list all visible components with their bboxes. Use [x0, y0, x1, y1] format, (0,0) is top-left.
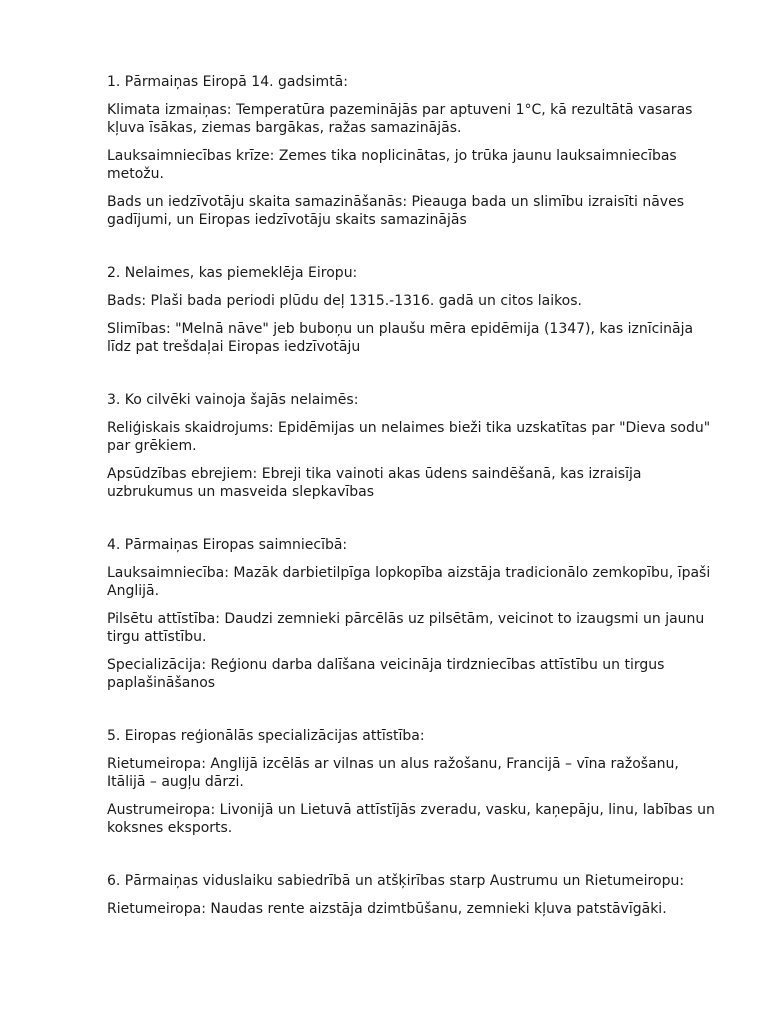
section-paragraph: Rietumeiropa: Anglijā izcēlās ar vilnas un alus ražošanu, Francijā – vīna ražošanu, Itālijā – augļu dārzi. [107, 756, 679, 790]
section-paragraph: Slimības: "Melnā nāve" jeb buboņu un plaušu mēra epidēmija (1347), kas iznīcināja līdz pat trešdaļai Eiropas iedzīvotāju [107, 321, 694, 355]
section-paragraph: Lauksaimniecība: Mazāk darbietilpīga lopkopība aizstāja tradicionālo zemkopību, īpaši Anglijā. [107, 565, 711, 599]
section-disasters [107, 264, 717, 356]
section-heading: 5. Eiropas reģionālās specializācijas attīstība: [107, 728, 425, 744]
section-heading: 2. Nelaimes, kas piemeklēja Eiropu: [107, 265, 358, 281]
section-heading: 4. Pārmaiņas Eiropas saimniecībā: [107, 537, 348, 553]
section-paragraph: Specializācija: Reģionu darba dalīšana veicināja tirdzniecības attīstību un tirgus paplašināšanos [107, 657, 665, 691]
section-climate-changes [107, 73, 717, 229]
section-paragraph: Reliģiskais skaidrojums: Epidēmijas un nelaimes bieži tika uzskatītas par "Dieva sodu" par grēkiem. [107, 420, 711, 454]
document-page [107, 73, 717, 953]
section-heading: 1. Pārmaiņas Eiropā 14. gadsimtā: [107, 74, 348, 90]
section-heading: 3. Ko cilvēki vainoja šajās nelaimēs: [107, 392, 359, 408]
section-society-changes [107, 872, 717, 918]
section-blame [107, 391, 717, 501]
section-paragraph: Bads: Plaši bada periodi plūdu deļ 1315.-1316. gadā un citos laikos. [107, 293, 582, 309]
section-paragraph: Klimata izmaiņas: Temperatūra pazeminājās par aptuveni 1°C, kā rezultātā vasaras kļuva īsākas, ziemas bargākas, ražas samazinājās. [107, 102, 693, 136]
section-economy-changes [107, 536, 717, 692]
section-paragraph: Lauksaimniecības krīze: Zemes tika noplicinātas, jo trūka jaunu lauksaimniecības metožu. [107, 148, 677, 182]
section-paragraph: Austrumeiropa: Livonijā un Lietuvā attīstījās zveradu, vasku, kaņepāju, linu, labības un koksnes eksports. [107, 802, 715, 836]
section-paragraph: Rietumeiropa: Naudas rente aizstāja dzimtbūšanu, zemnieki kļuva patstāvīgāki. [107, 901, 667, 917]
section-paragraph: Bads un iedzīvotāju skaita samazināšanās: Pieauga bada un slimību izraisīti nāves gadījumi, un Eiropas iedzīvotāju skaits samazinājās [107, 194, 684, 228]
section-regional-specialization [107, 727, 717, 837]
section-heading: 6. Pārmaiņas viduslaiku sabiedrībā un atšķirības starp Austrumu un Rietumeiropu: [107, 873, 685, 889]
section-paragraph: Apsūdzības ebrejiem: Ebreji tika vainoti akas ūdens saindēšanā, kas izraisīja uzbrukumus un masveida slepkavības [107, 466, 642, 500]
section-paragraph: Pilsētu attīstība: Daudzi zemnieki pārcēlās uz pilsētām, veicinot to izaugsmi un jaunu tirgu attīstību. [107, 611, 705, 645]
